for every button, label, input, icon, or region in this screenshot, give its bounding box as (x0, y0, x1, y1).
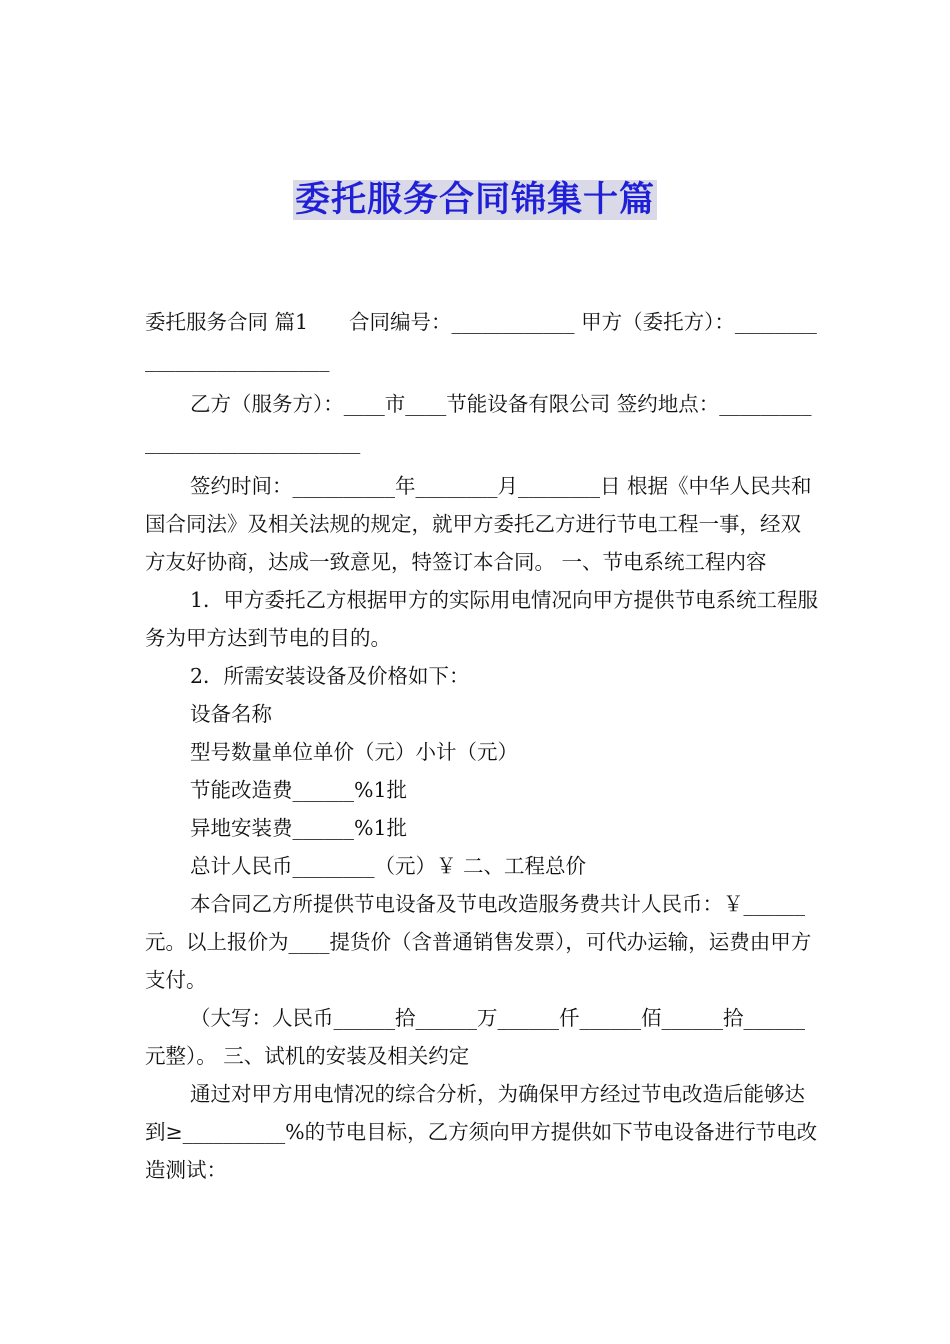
paragraph-install-fee: 异地安装费______%1批 (190, 816, 408, 840)
document-title (0, 176, 950, 224)
document-title-text: 委托服务合同锦集十篇 (294, 180, 655, 220)
paragraph-equipment-name: 设备名称 (190, 702, 272, 726)
document-body (145, 303, 820, 1189)
paragraph-equipment-columns: 型号数量单位单价（元）小计（元） (190, 740, 518, 764)
paragraph-party-b: 乙方（服务方）：____市____节能设备有限公司 签约地点：______________________________ (145, 392, 812, 454)
paragraph-price: 本合同乙方所提供节电设备及节电改造服务费共计人民币：￥______元。以上报价为____提货价（含普通销售发票），可代办运输，运费由甲方支付。 (145, 892, 812, 992)
paragraph-total: 总计人民币________（元）￥ 二、工程总价 (190, 854, 587, 878)
paragraph-signing-time: 签约时间：__________年________月________日 根据《中华人民共和国合同法》及相关法规的规定，就甲方委托乙方进行节电工程一事，经双方友好协商，达成一致意见，特签订本合同。 一、节电系统工程内容 (145, 474, 812, 574)
paragraph-item-1: 1．甲方委托乙方根据甲方的实际用电情况向甲方提供节电系统工程服务为甲方达到节电的目的。 (145, 588, 819, 650)
paragraph-retrofit-fee: 节能改造费______%1批 (190, 778, 408, 802)
paragraph-uppercase-amount: （大写：人民币______拾______万______仟______佰______拾______元整）。 三、试机的安装及相关约定 (145, 1006, 805, 1068)
paragraph-testing: 通过对甲方用电情况的综合分析，为确保甲方经过节电改造后能够达到≥__________%的节电目标，乙方须向甲方提供如下节电设备进行节电改造测试： (145, 1082, 818, 1182)
paragraph-contract-header: 委托服务合同 篇1 合同编号：____________ 甲方（委托方）：__________________________ (145, 310, 817, 372)
paragraph-item-2: 2．所需安装设备及价格如下： (190, 664, 470, 688)
